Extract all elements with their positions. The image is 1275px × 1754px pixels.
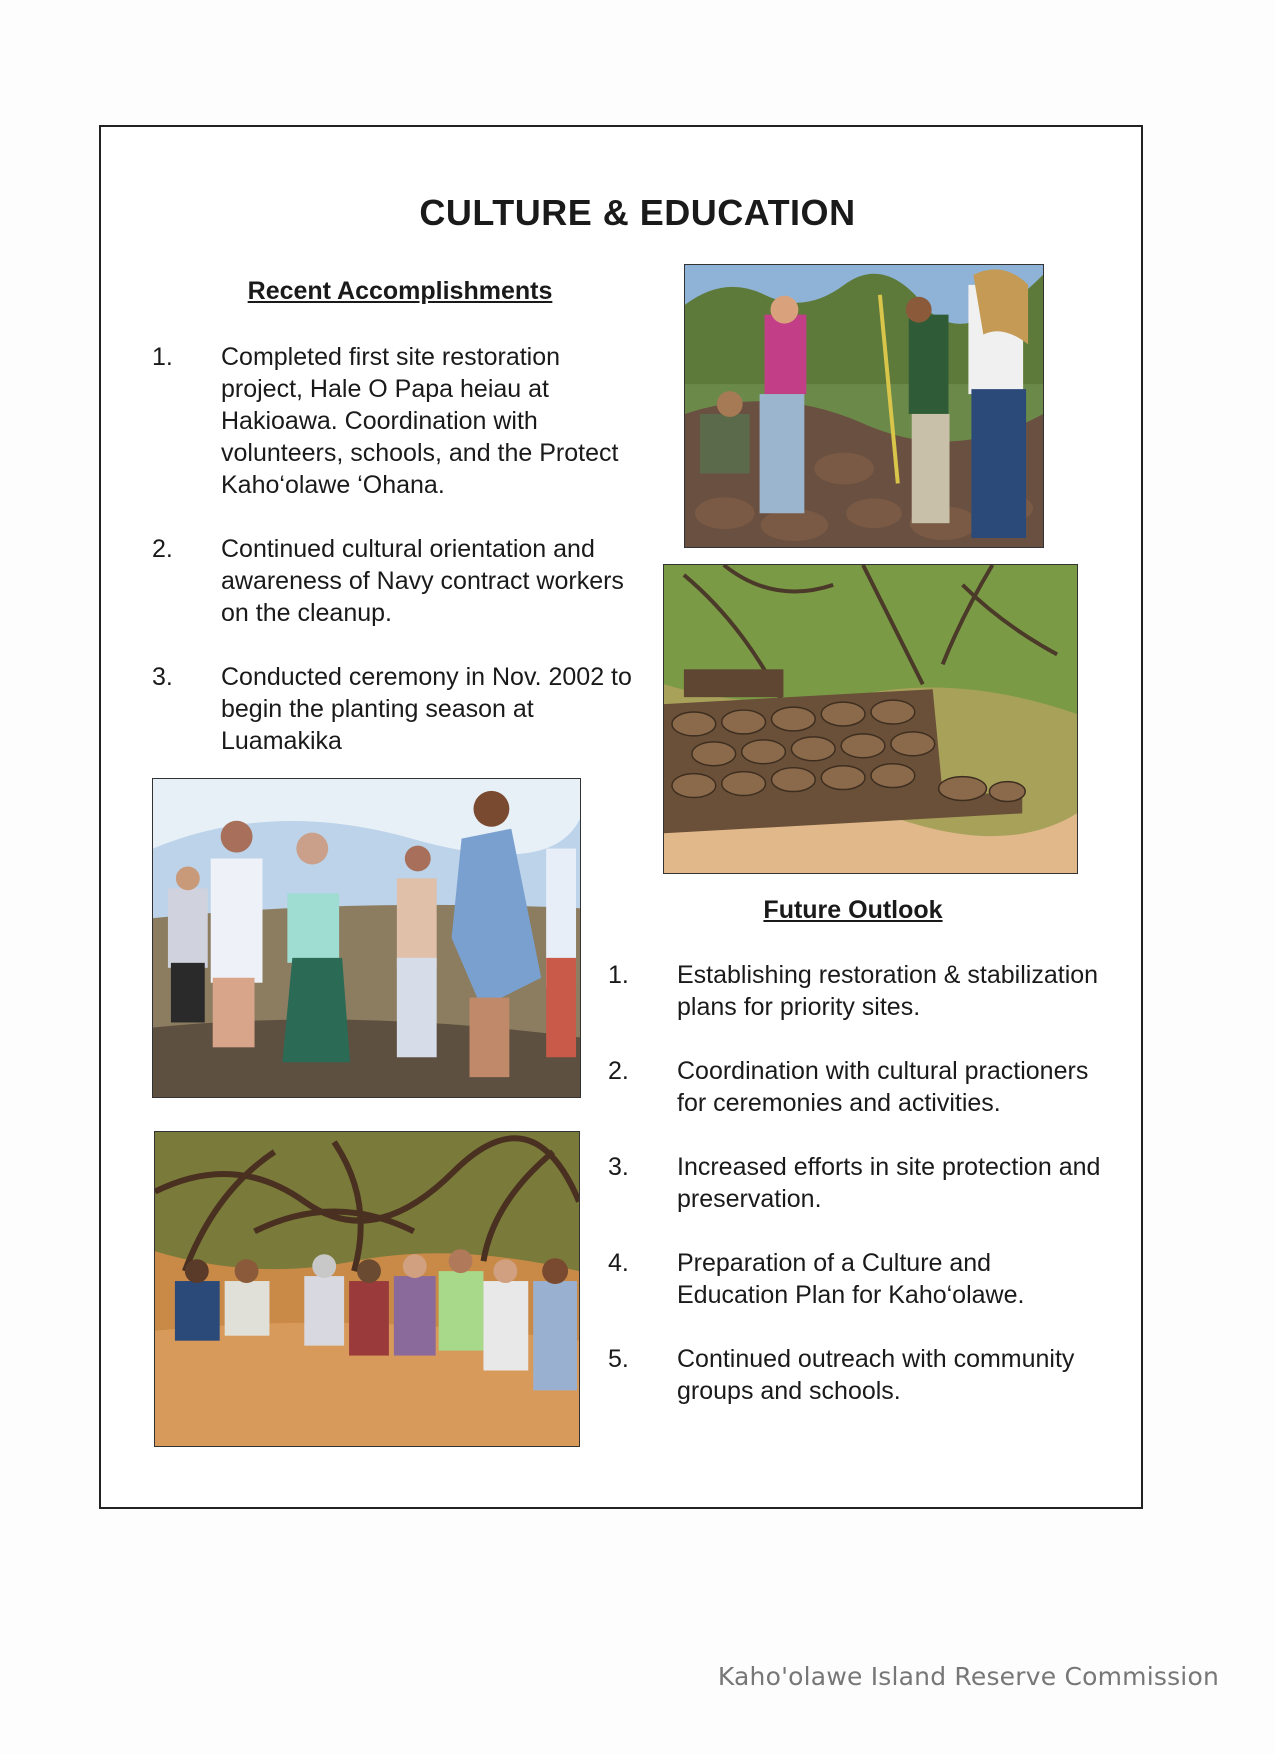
photo-heiau-wall xyxy=(663,564,1078,874)
item-text: Continued outreach with community groups and schools. xyxy=(677,1345,1075,1405)
photo-group-gathering xyxy=(154,1131,580,1447)
item-number: 2. xyxy=(152,535,173,563)
list-item xyxy=(152,533,647,629)
outlook-list xyxy=(608,959,1108,1439)
list-item xyxy=(608,1055,1108,1119)
item-text: Continued cultural orientation and awareness of Navy contract workers on the cleanup. xyxy=(221,535,624,627)
photo-site-restoration xyxy=(684,264,1044,548)
item-number: 2. xyxy=(608,1057,629,1085)
item-text: Coordination with cultural practioners for ceremonies and activities. xyxy=(677,1057,1089,1117)
list-item xyxy=(608,959,1108,1023)
item-text: Completed first site restoration project, Hale O Papa heiau at Hakioawa. Coordination with volunteers, schools, and the Protect Kaho‘olawe ‘Ohana. xyxy=(221,343,619,499)
footer-credit: Kaho'olawe Island Reserve Commission xyxy=(717,1662,1219,1691)
outlook-heading: Future Outlook xyxy=(763,896,943,924)
item-number: 1. xyxy=(152,343,173,371)
item-number: 4. xyxy=(608,1249,629,1277)
item-text: Establishing restoration & stabilization plans for priority sites. xyxy=(677,961,1099,1021)
list-item xyxy=(152,341,647,501)
list-item xyxy=(608,1247,1108,1311)
list-item xyxy=(608,1151,1108,1215)
accomplishments-heading: Recent Accomplishments xyxy=(247,277,553,305)
page-title: CULTURE & EDUCATION xyxy=(419,192,856,233)
item-number: 1. xyxy=(608,961,629,989)
item-text: Preparation of a Culture and Education Plan for Kaho‘olawe. xyxy=(677,1249,1025,1309)
photo-ceremony xyxy=(152,778,581,1098)
item-number: 3. xyxy=(152,663,173,691)
list-item xyxy=(152,661,647,757)
item-number: 3. xyxy=(608,1153,629,1181)
list-item xyxy=(608,1343,1108,1407)
item-number: 5. xyxy=(608,1345,629,1373)
item-text: Increased efforts in site protection and preservation. xyxy=(677,1153,1101,1213)
accomplishments-list xyxy=(152,341,647,789)
item-text: Conducted ceremony in Nov. 2002 to begin the planting season at Luamakika xyxy=(221,663,632,755)
